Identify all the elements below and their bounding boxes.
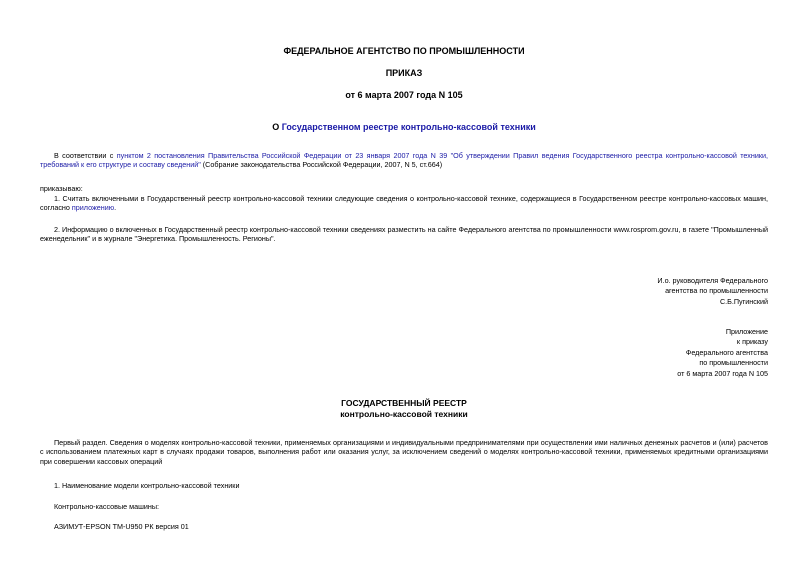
agency-heading: ФЕДЕРАЛЬНОЕ АГЕНТСТВО ПО ПРОМЫШЛЕННОСТИ [283, 46, 525, 56]
appendix-line1: Приложение [725, 327, 768, 336]
preamble-link[interactable]: пунктом 2 постановления Правительства Российской Федерации от 23 января 2007 года N 39 "Об утверждении Правил ведения Государственного реестра контрольно-кассовой техники, требований к его структуре и составу сведений" [40, 151, 768, 170]
machines-label: Контрольно-кассовые машины: [54, 502, 159, 511]
appendix-line5: от 6 марта 2007 года N 105 [677, 368, 768, 378]
order-heading: ПРИКАЗ [385, 68, 423, 78]
appendix-line4: по промышленности [699, 358, 768, 368]
item1-text: 1. Считать включенными в Государственный реестр контрольно-кассовой техники следующие сведения о контрольно-кассовой технике, содержащиеся в Государственном реестре контрольно-кассовых машин, согласно [40, 194, 768, 213]
subject-link[interactable]: Государственном реестре контрольно-кассовой техники [281, 122, 536, 132]
preamble-text-after: (Собрание законодательства Российской Федерации, 2007, N 5, ст.664) [200, 160, 443, 170]
subject-prefix: О [272, 122, 282, 132]
signature-line2: агентства по промышленности [665, 286, 768, 296]
appendix-line3: Федерального агентства [685, 347, 768, 357]
item1-paragraph [40, 194, 768, 213]
registry-title-line1: ГОСУДАРСТВЕННЫЙ РЕЕСТР [341, 398, 467, 408]
registry-section1: Первый раздел. Сведения о моделях контрольно-кассовой техники, применяемых организациями и индивидуальными предпринимателями при осуществлении ими наличных денежных расчетов и (или) расчетов с использованием платежных карт в случаях продажи товаров, выполнения работ или оказания услуг, за исключением сведений о моделях контрольно-кассовой техники, применяемых кредитными организациями при совершении кассовых операций [40, 438, 768, 466]
signature-line3: С.Б.Пугинский [719, 296, 768, 306]
item1-end: . [114, 203, 117, 213]
order-word: приказываю: [40, 184, 83, 193]
item2-paragraph: 2. Информацию о включенных в Государственный реестр контрольно-кассовой техники сведениях разместить на сайте Федерального агентства по промышленности www.rosprom.gov.ru, в газете "Промышленный еженедельник" и в журнале "Энергетика. Промышленность. Регионы". [40, 225, 768, 244]
registry-title [40, 398, 768, 421]
order-date: от 6 марта 2007 года N 105 [345, 90, 463, 100]
signature-block [468, 276, 768, 307]
machine-model: АЗИМУТ-EPSON TM-U950 РК версия 01 [54, 522, 189, 531]
signature-line1: И.о. руководителя Федерального [657, 276, 768, 285]
registry-title-line2: контрольно-кассовой техники [340, 409, 468, 420]
preamble-text-before: В соответствии с [54, 151, 117, 160]
appendix-block [468, 327, 768, 379]
appendix-line2: к приказу [736, 337, 768, 347]
appendix-link[interactable]: приложению [71, 203, 115, 213]
order-subject [40, 122, 768, 134]
preamble-paragraph [40, 151, 768, 170]
registry-item1: 1. Наименование модели контрольно-кассовой техники [54, 481, 240, 490]
